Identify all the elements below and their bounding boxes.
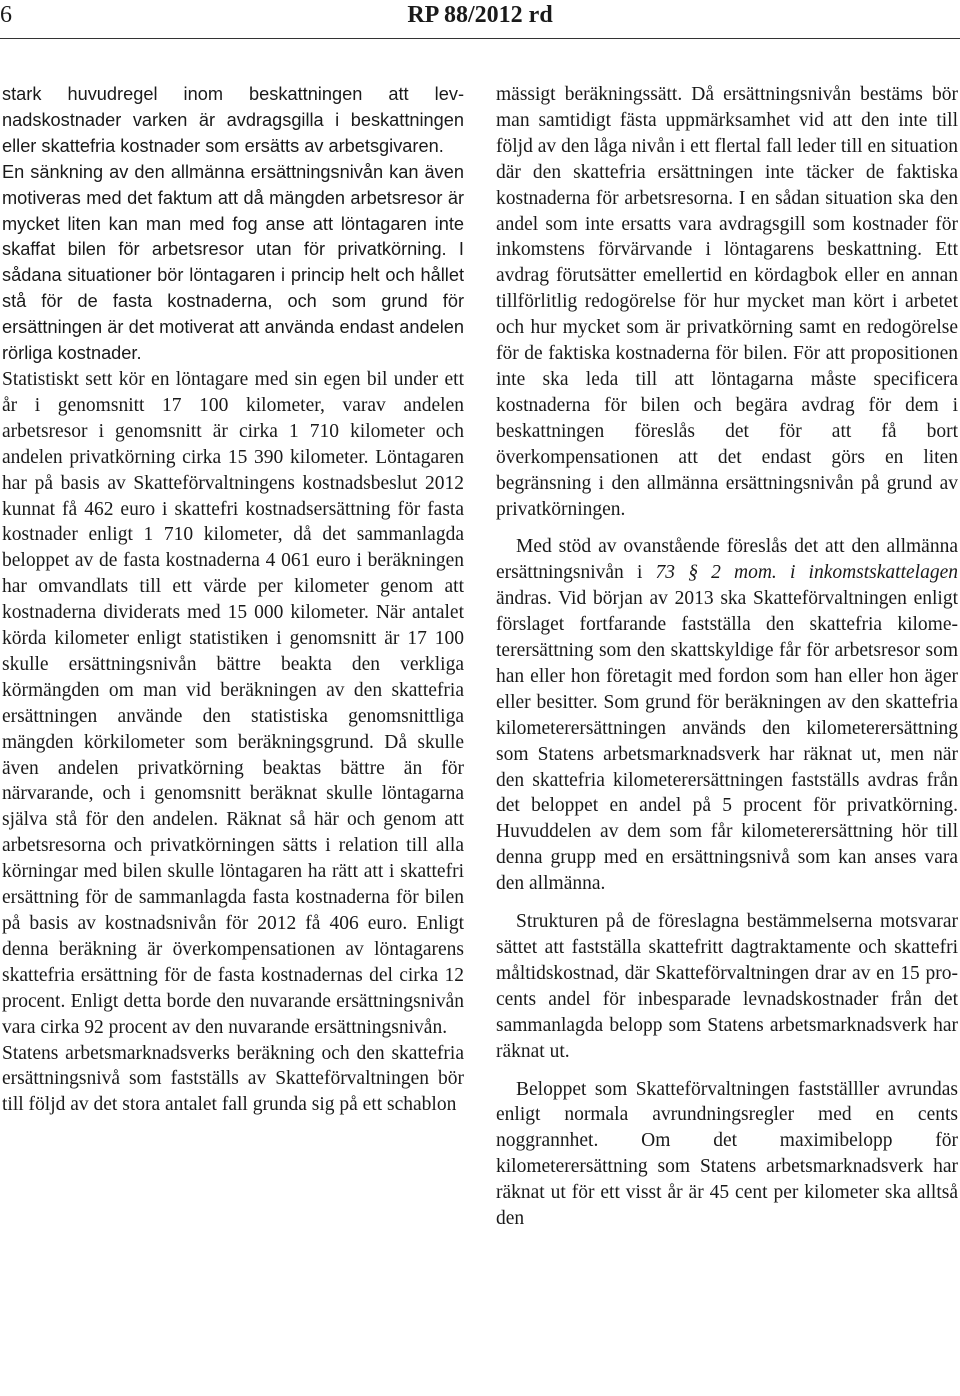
paragraph: stark huvudregel inom beskattningen att levnadskostnader varken är avdragsgilla i beskattningen eller skattefria kostnader som ersätts av arbetsgivaren. <box>2 84 464 156</box>
law-reference: 73 § 2 mom. i inkomstskattelagen <box>655 562 958 584</box>
paragraph: En sänkning av den allmänna ersättningsnivån kan även motiveras med det faktum att då mängden arbetsresor är mycket liten kan man med fog anse att löntagaren inte skaffat bilen för arbetsresor utan för privatkörning. I sådana situationer bör löntagaren i princip helt och hållet stå för de fasta kostnaderna, och som grund för ersättningen är det motiverat att använda endast andelen rörliga kostnader. <box>2 161 464 364</box>
right-column <box>496 82 958 1232</box>
paragraph-text: Med stöd av ovanstående föreslås det att den allmänna ersättningsnivån i <box>496 536 958 584</box>
page-number: 6 <box>0 2 12 28</box>
paragraph-text: ändras. Vid början av 2013 ska Skatteförvaltningen enligt förslaget fortfarande fastställa den skattefria kilometerersättning som den skattskyldige får för arbetsresor som han eller hon företagit med fordon som han eller hon äger eller besitter. Som grund för beräkningen av den skattefria kilometerersättningen används den kilometerersättning som Statens arbetsmarknadsverk har räknat ut, men när den skattefria kilometerersättningen fastställs avdras från det beloppet en andel på 5 procent för privatkörning. Huvuddelen av dem som får kilometerersättning hör till denna grupp med en ersättningsnivå som kan anses vara den allmänna. <box>496 588 958 895</box>
paragraph: Statens arbetsmarknadsverks beräkning och den skattefria ersättningsnivå som fastställs av Skatteförvaltningen bör till följd av det stora antalet fall grunda sig på ett schablon <box>2 1042 464 1116</box>
paragraph: Beloppet som Skatteförvaltningen fastställler avrundas enligt normala avrundningsregler med en cents noggrannhet. Om det maximibelopp för kilometerersättning som Statens arbetsmarknadsverk har räknat ut för ett visst år är 45 cent per kilometer ska alltså den <box>496 1078 958 1230</box>
paragraph: Strukturen på de föreslagna bestämmelserna motsvarar sättet att fastställa skattefritt dagtraktamente och skattefri måltidskostnad, där Skatteförvaltningen drar av en 15 procents andel för inbesparade levnadskostnader från det sammanlagda belopp som Statens arbetsmarknadsverk har räknat ut. <box>496 911 958 1062</box>
paragraph <box>496 534 958 897</box>
document-id: RP 88/2012 rd <box>407 2 553 28</box>
paragraph: Statistiskt sett kör en löntagare med sin egen bil under ett år i genomsnitt 17 100 kilometer, varav andelen arbetsresor i genomsnitt är cirka 1 710 kilometer och andelen privatkörning cirka 15 390 kilometer. Löntagaren har på basis av Skatteförvaltningens kostnadsbeslut 2012 kunnat få 462 euro i skattefri kostnadsersättning för fasta kostnader enligt 1 710 kilometer, då det sammanlagda beloppet av de fasta kostnaderna 4 061 euro i beräkningen har omvandlats till ett värde per kilometer genom att kostnaderna dividerats med 15 000 kilometer. När antalet körda kilometer enligt statistiken i genomsnitt är 17 100 skulle ersättningsnivån bättre beakta den verkliga körmängden om man vid beräkningen av den skattefria ersättningen använde den statistiska genomsnittliga mängden körkilometer som beräkningsgrund. Då skulle även andelen privatkörning beaktas bättre än för närvarande, och i genomsnitt beräknat skulle löntagarna själva stå för den andelen. Räknat så här och genom att arbetsresorna och privatkörningen sätts i relation till alla körningar med bilen skulle löntagaren ha rätt att i skattefri ersättning för de sammanlagda fasta kostnaderna för bilen på basis av kostnadsnivån för 2012 få 406 euro. Enligt denna beräkning är överkompensationen av löntagarens skattefria ersättning för de fasta kostnadernas del cirka 12 procent. Enligt detta borde den nuvarande ersättningsnivån vara cirka 92 procent av den nuvarande ersättningsnivån. <box>2 368 464 1038</box>
page-header <box>0 0 960 40</box>
header-rule <box>0 38 960 39</box>
left-column <box>2 82 464 1118</box>
paragraph: mässigt beräkningssätt. Då ersättningsnivån bestäms bör man samtidigt fästa uppmärksamhet vid att den inte till följd av den låga nivån i ett flertal fall leder till en situation där den skattefria ersättningen inte täcker de faktiska kostnaderna för arbetsresorna. I en sådan situation ska den andel som inte ersatts vara avdragsgill som kostnader för inkomstens förvärvande i löntagarens beskattning. Ett avdrag förutsätter emellertid en kördagbok eller en annan tillförlitlig redogörelse för hur mycket man kört i arbetet och hur mycket som är privatkörning samt en redogörelse för de faktiska kostnaderna för bilen. För att propositionen inte ska leda till att löntagarna måste specificera kostnaderna för bilen och begära avdrag för dem i beskattningen föreslås det för att få bort överkompensationen att det endast görs en liten begränsning i den allmänna ersättningsnivån på grund av privatkörningen. <box>496 84 958 520</box>
